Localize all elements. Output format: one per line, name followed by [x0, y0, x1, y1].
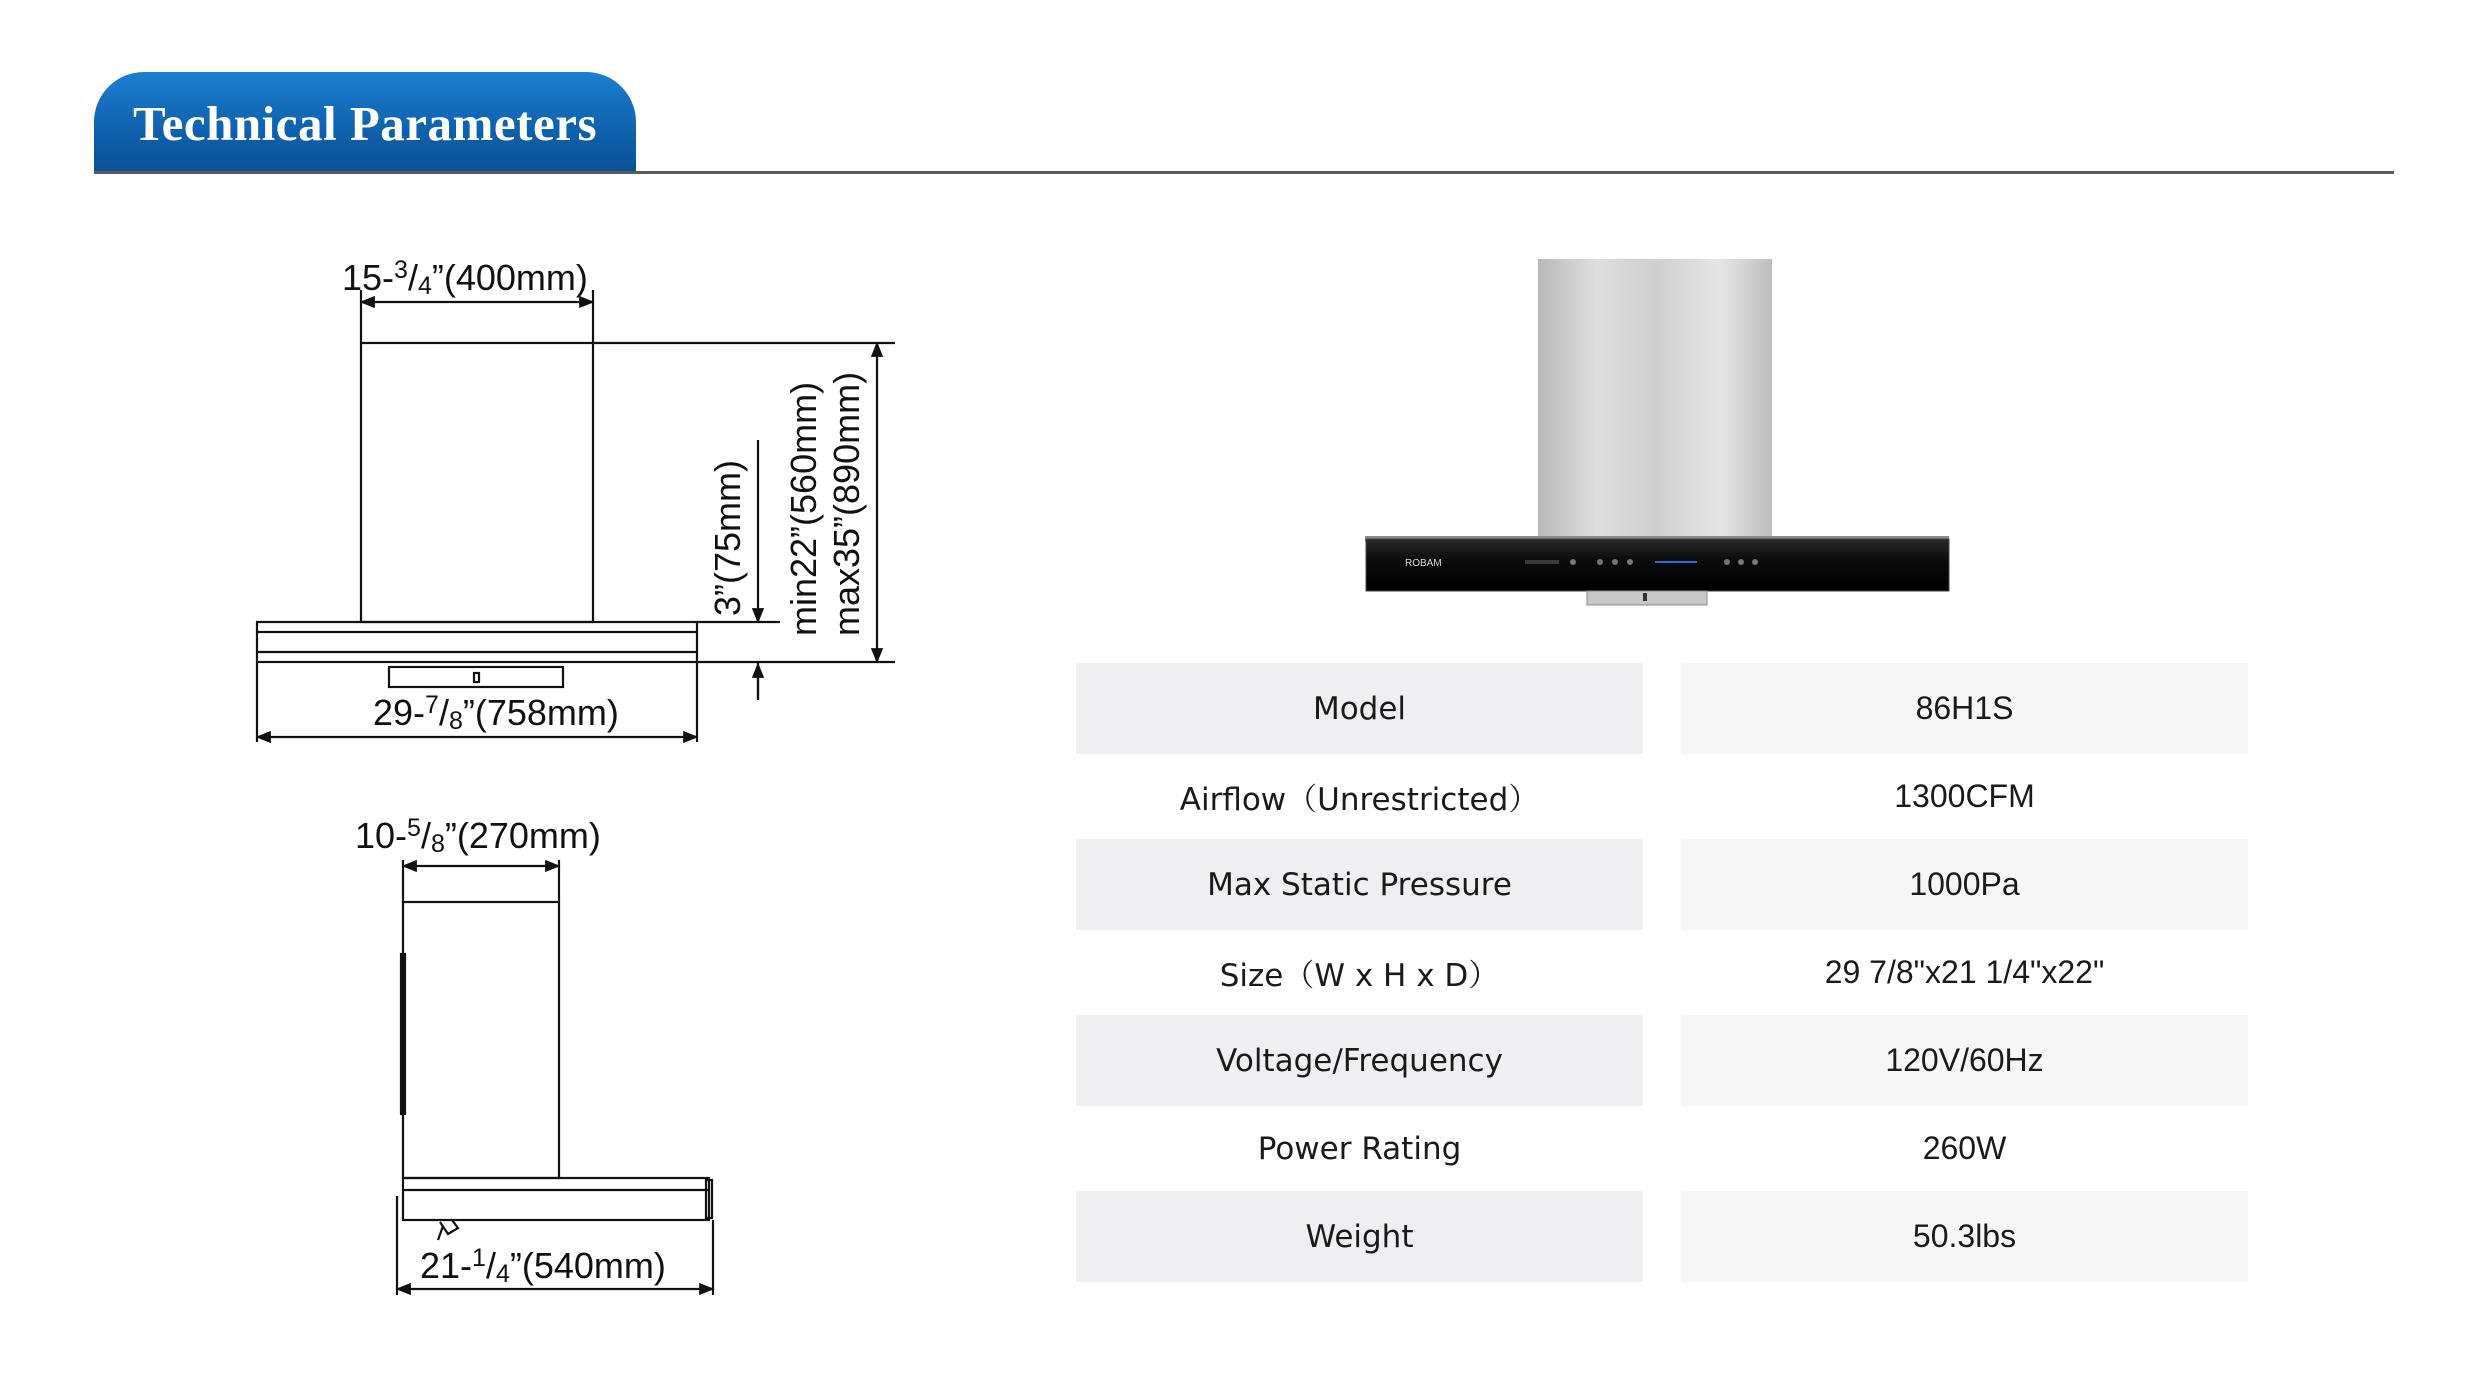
- spec-value-size: 29 7/8"x21 1/4"x22": [1824, 954, 2105, 990]
- table-row: [1076, 839, 2248, 930]
- spec-label-airflow: Airflow（Unrestricted）: [1179, 782, 1540, 818]
- spec-value-static-pressure: 1000Pa: [1681, 839, 2248, 930]
- spec-value-weight: 50.3lbs: [1681, 1191, 2248, 1282]
- side-canopy-outline: [403, 1178, 709, 1220]
- table-row: [1076, 663, 2248, 754]
- spec-label-model: Model: [1076, 663, 1643, 754]
- side-view: [397, 860, 713, 1295]
- svg-text:10-5/8”(270mm): 10-$^5$/8”(270mm): [355, 814, 601, 858]
- hood-glass-panel: [1366, 539, 1949, 591]
- spec-value-power: 260W: [1922, 1130, 2007, 1166]
- hood-brand-logo: ROBAM: [1405, 558, 1442, 569]
- table-row: [1076, 751, 2248, 842]
- svg-text:21-1/4”(540mm): 21-$^1$/4”(540mm): [420, 1244, 666, 1288]
- spec-value-voltage: 120V/60Hz: [1681, 1015, 2248, 1106]
- front-top-width-label: [342, 256, 588, 300]
- front-panel-outline: [389, 667, 563, 687]
- front-canopy-outline: [257, 622, 697, 662]
- side-chimney-outline: [403, 902, 559, 1178]
- front-min-height-label: min22”(560mm): [783, 381, 824, 636]
- hood-chimney: [1538, 259, 1772, 539]
- hood-led-bar: [1655, 561, 1697, 563]
- spec-label-static-pressure: Max Static Pressure: [1076, 839, 1643, 930]
- side-bottom-depth-label: [420, 1244, 666, 1288]
- table-row: [1076, 1015, 2248, 1106]
- front-max-height-label: max35”(890mm): [826, 371, 867, 636]
- range-hood-product-image: [1355, 255, 1955, 615]
- spec-value-model: 86H1S: [1681, 663, 2248, 754]
- spec-label-power: Power Rating: [1257, 1130, 1462, 1167]
- table-row: [1076, 927, 2248, 1018]
- front-chimney-outline: [361, 343, 593, 622]
- spec-value-airflow: 1300CFM: [1894, 778, 2035, 814]
- table-row: [1076, 1191, 2248, 1282]
- spec-label-weight: Weight: [1076, 1191, 1643, 1282]
- spec-label-voltage: Voltage/Frequency: [1076, 1015, 1643, 1106]
- table-row: [1076, 1103, 2248, 1194]
- front-canopy-height-label: 3”(75mm): [707, 459, 748, 616]
- page-title: Technical Parameters: [132, 95, 598, 151]
- front-bottom-width-label: [373, 691, 619, 735]
- svg-text:29-7/8”(758mm): 29-$^7$/8”(758mm): [373, 691, 619, 735]
- side-top-depth-label: [355, 814, 601, 858]
- svg-text:15-3/4”(400mm): 15-$^3$/4”(400mm): [342, 256, 588, 300]
- spec-label-size: Size（W x H x D）: [1219, 958, 1500, 994]
